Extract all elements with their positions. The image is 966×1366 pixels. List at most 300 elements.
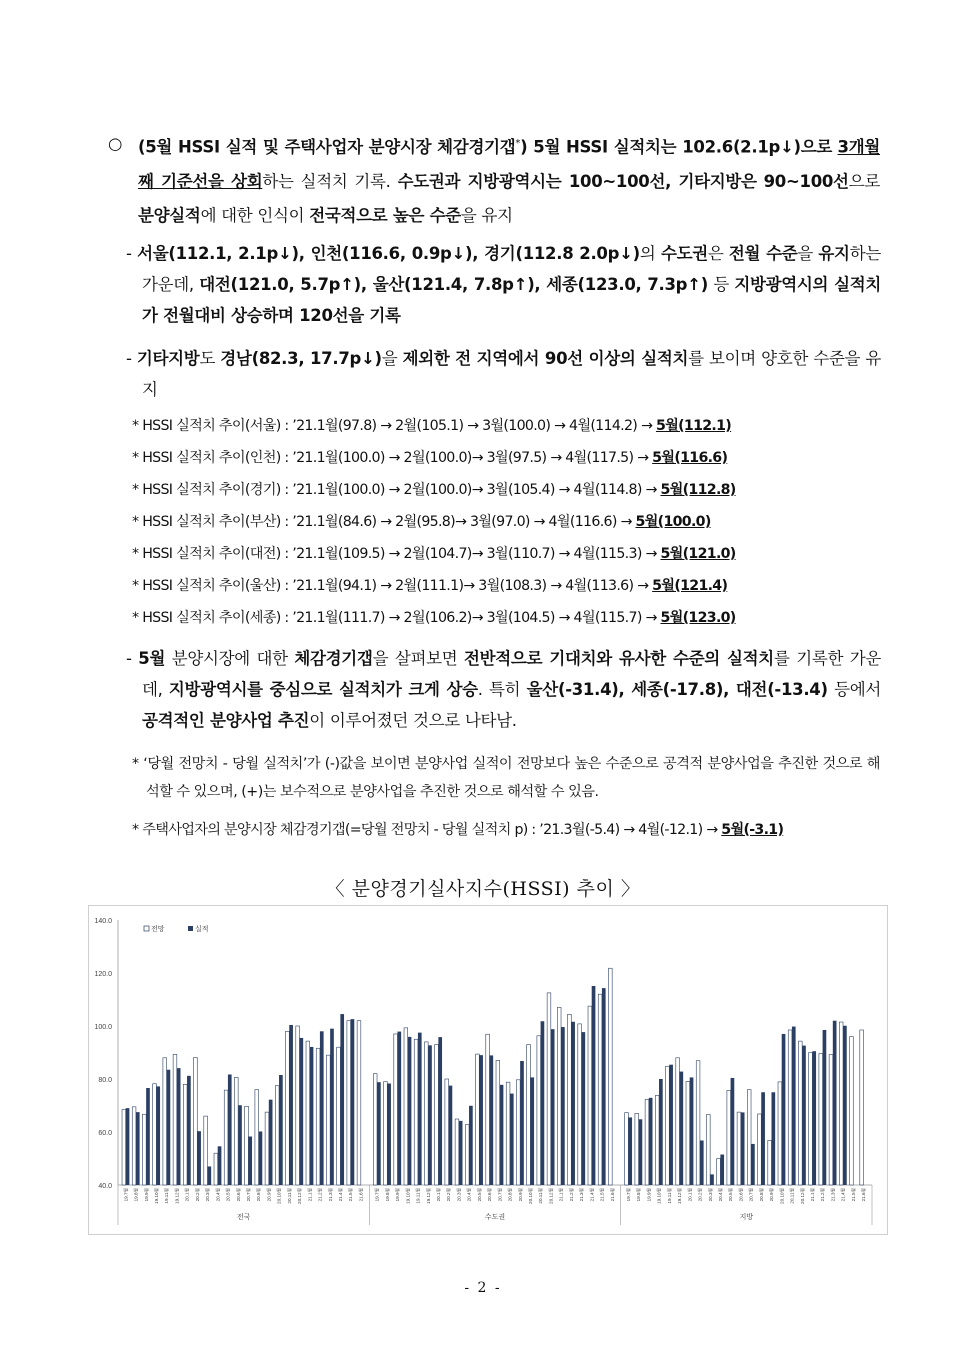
note-highlight: 5월(112.1) — [655, 418, 732, 434]
bar-실적 — [248, 1137, 252, 1185]
text-run: 기타지방 — [136, 349, 200, 368]
bar-실적 — [802, 1046, 806, 1185]
bar-전망 — [275, 1086, 279, 1185]
legend-swatch-전망 — [144, 926, 149, 931]
note-highlight: 5월(-3.1) — [721, 822, 784, 838]
bar-전망 — [414, 1039, 418, 1185]
bar-실적 — [812, 1051, 816, 1185]
x-tick-label: 20.5월 — [728, 1188, 734, 1202]
bar-실적 — [438, 1037, 442, 1185]
bar-전망 — [496, 1060, 500, 1185]
x-tick-label: 19.12월 — [677, 1188, 683, 1204]
x-tick-label: 21.1월 — [307, 1188, 313, 1202]
note-text: * 주택사업자의 분양시장 체감경기갭(=당월 전망치 - 당월 실적치 p) : ’21.3월(-5.4) → 4월(-12.1) → — [132, 822, 722, 838]
note-seoul — [132, 410, 880, 442]
x-tick-label: 20.4월 — [466, 1188, 472, 1202]
text-run: 를 보이며 양호한 수준을 유지 — [142, 349, 882, 399]
group-label: 전국 — [236, 1214, 251, 1221]
bar-실적 — [228, 1074, 232, 1185]
bar-전망 — [860, 1030, 864, 1185]
note-highlight: 5월(123.0) — [660, 610, 736, 626]
bar-전망 — [255, 1090, 259, 1185]
text-run: 수도권과 지방광역시는 100~100선, 기타지방은 — [397, 171, 757, 191]
text-run: 울산(-31.4), 세종(-17.8), 대전(-13.4) — [526, 680, 828, 699]
text-run: 을 — [797, 244, 819, 263]
note-daejeon — [132, 538, 880, 570]
note-highlight: 5월(100.0) — [635, 514, 711, 530]
x-tick-label: 20.9월 — [769, 1188, 775, 1202]
x-tick-label: 20.5월 — [476, 1188, 482, 1202]
text-run: 를 기록한 가운데, — [142, 649, 881, 699]
bar-전망 — [132, 1107, 136, 1185]
bar-전망 — [727, 1090, 731, 1185]
bar-전망 — [163, 1058, 167, 1185]
x-tick-label: 19.9월 — [646, 1188, 652, 1202]
bar-전망 — [347, 1021, 351, 1185]
bar-실적 — [561, 1027, 565, 1185]
bar-실적 — [351, 1019, 355, 1185]
bar-실적 — [146, 1088, 150, 1185]
bar-실적 — [397, 1032, 401, 1185]
x-tick-label: 21.2월 — [568, 1188, 574, 1202]
text-run: 등에서 — [827, 680, 881, 699]
bar-전망 — [337, 1047, 341, 1185]
text-run: 서울(112.1, 2.1p↓), 인천(116.6, 0.9p↓), 경기(112.8 2.0p↓) — [137, 244, 640, 263]
bar-전망 — [809, 1053, 813, 1186]
bar-전망 — [424, 1042, 428, 1185]
text-run: 지방광역시를 중심으로 실적치가 크게 상승 — [168, 680, 478, 699]
x-tick-label: 19.11월 — [415, 1188, 421, 1204]
note-text: * HSSI 실적치 추이(인천) : ’21.1월(100.0) → 2월(100.0)→ 3월(97.5) → 4월(117.5) → — [132, 450, 653, 466]
text-run: 공격적인 분양사업 추진 — [142, 711, 310, 730]
bar-전망 — [265, 1112, 269, 1185]
bar-전망 — [204, 1116, 208, 1185]
x-tick-label: 19.11월 — [666, 1188, 672, 1204]
x-tick-label: 20.8월 — [256, 1188, 262, 1202]
bar-전망 — [306, 1041, 310, 1185]
bar-실적 — [551, 1029, 555, 1185]
dash-item-other-regions — [126, 343, 881, 405]
text-run: 유지 — [818, 244, 850, 263]
text-run: 체감경기갭 — [294, 649, 373, 668]
legend-label-실적: 실적 — [195, 926, 209, 933]
x-tick-label: 20.5월 — [225, 1188, 231, 1202]
x-tick-label: 20.10월 — [779, 1188, 785, 1204]
bar-전망 — [214, 1153, 218, 1185]
bar-실적 — [408, 1037, 412, 1185]
text-run: 분양실적 — [138, 205, 201, 225]
x-tick-label: 20.2월 — [446, 1188, 452, 1202]
y-tick-label: 80.0 — [98, 1077, 112, 1084]
x-tick-label: 20.10월 — [276, 1188, 282, 1204]
bar-전망 — [578, 1024, 582, 1185]
x-tick-label: 20.12월 — [297, 1188, 303, 1204]
bar-실적 — [530, 1077, 534, 1185]
note-gap-trend — [132, 814, 880, 846]
x-tick-label: 21.1월 — [809, 1188, 815, 1202]
note-text: * HSSI 실적치 추이(대전) : ’21.1월(109.5) → 2월(104.7)→ 3월(110.7) → 4월(115.3) → — [132, 546, 661, 562]
x-tick-label: 21.6월 — [358, 1188, 364, 1202]
bar-전망 — [445, 1079, 449, 1185]
bar-전망 — [537, 1036, 541, 1185]
bar-실적 — [126, 1108, 130, 1185]
dash-item-metro — [126, 238, 881, 331]
y-tick-label: 60.0 — [98, 1130, 112, 1137]
bar-실적 — [469, 1106, 473, 1185]
bar-전망 — [183, 1084, 187, 1185]
bar-실적 — [387, 1084, 391, 1185]
x-tick-label: 21.5월 — [599, 1188, 605, 1202]
bar-실적 — [330, 1029, 334, 1185]
x-tick-label: 21.6월 — [861, 1188, 867, 1202]
bar-전망 — [798, 1041, 802, 1185]
bar-실적 — [167, 1070, 171, 1185]
x-tick-label: 21.4월 — [589, 1188, 595, 1202]
x-tick-label: 20.10월 — [527, 1188, 533, 1204]
bar-전망 — [547, 993, 551, 1185]
bar-전망 — [173, 1054, 177, 1185]
bar-실적 — [741, 1112, 745, 1185]
x-tick-label: 20.11월 — [286, 1188, 292, 1204]
bar-실적 — [833, 1021, 837, 1185]
bar-전망 — [819, 1054, 823, 1185]
bar-전망 — [588, 1006, 592, 1185]
bar-실적 — [571, 1022, 575, 1185]
bar-전망 — [435, 1045, 439, 1185]
text-run: 을 살펴보면 — [372, 649, 465, 668]
bar-실적 — [690, 1077, 694, 1185]
bar-실적 — [459, 1121, 463, 1185]
bar-전망 — [829, 1055, 833, 1185]
text-run: 하는 실적치 기록. — [262, 171, 398, 191]
x-tick-label: 20.4월 — [717, 1188, 723, 1202]
x-tick-label: 19.10월 — [656, 1188, 662, 1204]
bar-실적 — [218, 1146, 222, 1185]
bar-실적 — [377, 1082, 381, 1185]
text-run: 경남(82.3, 17.7p↓) — [220, 349, 382, 368]
text-run: - — [126, 349, 137, 368]
text-run: - — [126, 244, 138, 263]
bar-실적 — [659, 1079, 663, 1185]
x-tick-label: 21.2월 — [317, 1188, 323, 1202]
footnote-mark: * — [515, 138, 521, 149]
bar-실적 — [259, 1131, 263, 1185]
hssi-bar-chart — [88, 905, 888, 1235]
bar-전망 — [142, 1114, 146, 1185]
bar-전망 — [839, 1022, 843, 1185]
bar-실적 — [592, 986, 596, 1185]
bar-실적 — [520, 1061, 524, 1185]
x-tick-label: 21.3월 — [830, 1188, 836, 1202]
bar-전망 — [357, 1021, 361, 1185]
bar-전망 — [747, 1090, 751, 1185]
bar-실적 — [720, 1155, 724, 1185]
x-tick-label: 20.12월 — [799, 1188, 805, 1204]
bar-실적 — [761, 1092, 765, 1185]
bar-전망 — [598, 994, 602, 1185]
bar-실적 — [340, 1014, 344, 1185]
bar-전망 — [245, 1106, 249, 1185]
text-run: 90~100선 — [763, 171, 849, 191]
bar-전망 — [768, 1140, 772, 1185]
x-tick-label: 19.12월 — [174, 1188, 180, 1204]
note-text: * HSSI 실적치 추이(서울) : ’21.1월(97.8) → 2월(105.1) → 3월(100.0) → 4월(114.2) → — [132, 418, 656, 434]
bar-전망 — [686, 1081, 690, 1185]
note-text: * HSSI 실적치 추이(부산) : ’21.1월(84.6) → 2월(95.8)→ 3월(97.0) → 4월(116.6) → — [132, 514, 636, 530]
x-tick-label: 20.2월 — [194, 1188, 200, 1202]
bar-전망 — [625, 1113, 629, 1185]
legend-swatch-실적 — [188, 926, 193, 931]
text-run: 이 이루어졌던 것으로 나타남. — [309, 711, 517, 730]
y-tick-label: 100.0 — [94, 1024, 112, 1031]
x-tick-label: 20.11월 — [789, 1188, 795, 1204]
bar-실적 — [843, 1026, 847, 1185]
text-run: 지방광역시의 실적치가 전월대비 상승하며 120선을 기록 — [142, 275, 881, 325]
bar-전망 — [122, 1109, 126, 1185]
bar-전망 — [666, 1066, 670, 1185]
text-run: 하는 가운데, — [142, 244, 881, 294]
x-tick-label: 20.3월 — [205, 1188, 211, 1202]
bar-전망 — [758, 1114, 762, 1185]
bar-전망 — [224, 1090, 228, 1185]
bar-실적 — [500, 1085, 504, 1185]
bar-전망 — [557, 1007, 561, 1185]
bar-실적 — [751, 1144, 755, 1185]
x-tick-label: 21.4월 — [337, 1188, 343, 1202]
text-run: 3개월째 기준선을 상회 — [138, 137, 880, 191]
x-tick-label: 19.12월 — [425, 1188, 431, 1204]
bar-실적 — [782, 1034, 786, 1185]
x-tick-label: 21.5월 — [850, 1188, 856, 1202]
bar-실적 — [187, 1076, 191, 1185]
bar-실적 — [669, 1065, 673, 1185]
bar-전망 — [655, 1095, 659, 1185]
note-text: * HSSI 실적치 추이(세종) : ’21.1월(111.7) → 2월(106.2)→ 3월(104.5) → 4월(115.7) → — [132, 610, 661, 626]
x-tick-label: 20.7월 — [245, 1188, 251, 1202]
text-run: 수도권 — [660, 244, 708, 263]
bar-실적 — [449, 1086, 453, 1185]
page-number: - 2 - — [464, 1280, 502, 1296]
bar-전망 — [234, 1077, 238, 1185]
bar-전망 — [850, 1037, 854, 1185]
bar-전망 — [527, 1045, 531, 1185]
x-tick-label: 19.8월 — [133, 1188, 139, 1202]
note-busan — [132, 506, 880, 538]
bar-실적 — [238, 1105, 242, 1185]
x-tick-label: 20.6월 — [235, 1188, 241, 1202]
bar-실적 — [279, 1075, 283, 1185]
bar-실적 — [299, 1038, 303, 1185]
x-tick-label: 19.8월 — [636, 1188, 642, 1202]
bar-실적 — [639, 1119, 643, 1185]
bar-실적 — [628, 1117, 632, 1185]
x-tick-label: 20.1월 — [435, 1188, 441, 1202]
bar-실적 — [156, 1086, 160, 1185]
note-ulsan — [132, 570, 880, 602]
x-tick-label: 19.7월 — [123, 1188, 129, 1202]
x-tick-label: 19.7월 — [625, 1188, 631, 1202]
bar-전망 — [778, 1082, 782, 1185]
legend-label-전망: 전망 — [151, 926, 165, 933]
bar-전망 — [717, 1159, 721, 1186]
text-run: 을 유지 — [460, 205, 513, 225]
bar-실적 — [823, 1030, 827, 1185]
dash-item-sentiment-gap — [126, 643, 881, 736]
text-run: - — [126, 649, 139, 668]
bar-실적 — [510, 1094, 514, 1185]
x-tick-label: 20.1월 — [184, 1188, 190, 1202]
bar-전망 — [476, 1054, 480, 1185]
text-run: 을 — [381, 349, 403, 368]
bar-전망 — [394, 1034, 398, 1185]
bullet-circle: ○ — [108, 134, 123, 153]
x-tick-label: 19.9월 — [395, 1188, 401, 1202]
bar-실적 — [269, 1100, 273, 1185]
x-tick-label: 20.2월 — [697, 1188, 703, 1202]
text-run: ) 5월 HSSI 실적치는 102.6(2.1p↓)으로 — [520, 137, 833, 157]
text-run: 전월 수준 — [728, 244, 798, 263]
x-tick-label: 19.10월 — [153, 1188, 159, 1204]
x-tick-label: 20.9월 — [517, 1188, 523, 1202]
bar-실적 — [310, 1047, 314, 1185]
x-tick-label: 21.2월 — [820, 1188, 826, 1202]
note-highlight: 5월(121.0) — [660, 546, 736, 562]
bar-전망 — [384, 1082, 388, 1185]
bar-실적 — [541, 1021, 545, 1185]
text-run: 5월 — [138, 649, 166, 668]
x-tick-label: 20.7월 — [748, 1188, 754, 1202]
x-tick-label: 19.10월 — [405, 1188, 411, 1204]
y-tick-label: 40.0 — [98, 1183, 112, 1190]
bar-전망 — [373, 1074, 377, 1185]
note-text: * ‘당월 전망치 - 당월 실적치’가 (-)값을 보이면 분양사업 실적이 전망보다 높은 수준으로 공격적 분양사업을 추진한 것으로 해석할 수 있으며, (+)는 보수적으로 분양사업을 추진한 것으로 해석할 수 있음. — [132, 756, 880, 800]
main-paragraph — [110, 127, 880, 233]
x-tick-label: 21.4월 — [840, 1188, 846, 1202]
bar-전망 — [486, 1034, 490, 1185]
x-tick-label: 21.3월 — [579, 1188, 585, 1202]
bar-실적 — [731, 1078, 735, 1185]
bar-전망 — [404, 1028, 408, 1185]
bar-실적 — [700, 1140, 704, 1185]
bar-실적 — [479, 1055, 483, 1185]
text-run: 제외한 전 지역에서 90선 이상의 실적치 — [402, 349, 689, 368]
x-tick-label: 20.8월 — [507, 1188, 513, 1202]
note-gap-explanation — [132, 750, 880, 806]
x-tick-label: 21.5월 — [348, 1188, 354, 1202]
bar-실적 — [320, 1031, 324, 1185]
group-label: 수도권 — [484, 1214, 506, 1221]
note-gyeonggi — [132, 474, 880, 506]
bar-전망 — [696, 1061, 700, 1185]
bar-실적 — [177, 1068, 181, 1185]
x-tick-label: 20.7월 — [497, 1188, 503, 1202]
bar-실적 — [289, 1025, 293, 1185]
bar-전망 — [568, 1014, 572, 1185]
note-text: * HSSI 실적치 추이(경기) : ’21.1월(100.0) → 2월(100.0)→ 3월(105.4) → 4월(114.8) → — [132, 482, 661, 498]
text-run: 전반적으로 기대치와 유사한 수준의 실적치 — [464, 649, 774, 668]
x-tick-label: 20.3월 — [456, 1188, 462, 1202]
bar-실적 — [418, 1033, 422, 1185]
x-tick-label: 20.1월 — [687, 1188, 693, 1202]
x-tick-label: 19.7월 — [374, 1188, 380, 1202]
text-run: 의 — [639, 244, 661, 263]
bar-실적 — [197, 1131, 201, 1185]
bar-실적 — [771, 1092, 775, 1185]
bar-실적 — [649, 1098, 653, 1185]
y-tick-label: 140.0 — [94, 918, 112, 925]
text-run: 전국적으로 높은 수준 — [309, 205, 461, 225]
bar-실적 — [792, 1027, 796, 1185]
bar-전망 — [608, 968, 612, 1185]
bar-전망 — [326, 1055, 330, 1185]
x-tick-label: 19.9월 — [143, 1188, 149, 1202]
x-tick-label: 19.11월 — [164, 1188, 170, 1204]
bar-전망 — [737, 1112, 741, 1185]
bar-전망 — [465, 1125, 469, 1185]
x-tick-label: 20.6월 — [487, 1188, 493, 1202]
text-run: . 특히 — [477, 680, 527, 699]
bar-실적 — [679, 1072, 683, 1185]
x-tick-label: 20.9월 — [266, 1188, 272, 1202]
note-incheon — [132, 442, 880, 474]
text-run: 도 — [199, 349, 221, 368]
y-tick-label: 120.0 — [94, 971, 112, 978]
bar-전망 — [635, 1113, 639, 1185]
x-tick-label: 20.12월 — [548, 1188, 554, 1204]
bar-전망 — [194, 1058, 198, 1185]
bar-전망 — [153, 1084, 157, 1185]
group-label: 지방 — [739, 1214, 754, 1221]
text-run: 으로 — [848, 171, 880, 191]
text-run: 대전(121.0, 5.7p↑), 울산(121.4, 7.8p↑), 세종(123.0, 7.3p↑) — [199, 275, 708, 294]
bar-전망 — [455, 1119, 459, 1185]
bar-전망 — [516, 1080, 520, 1185]
main-paragraph-text — [138, 127, 880, 233]
bar-전망 — [296, 1026, 300, 1185]
x-tick-label: 20.6월 — [738, 1188, 744, 1202]
bar-전망 — [645, 1099, 649, 1185]
chart-title: 〈 분양경기실사지수(HSSI) 추이 〉 — [325, 878, 641, 900]
bar-실적 — [136, 1112, 140, 1185]
bar-실적 — [207, 1166, 211, 1185]
bar-전망 — [286, 1031, 290, 1185]
text-run: 은 — [707, 244, 729, 263]
x-tick-label: 19.8월 — [384, 1188, 390, 1202]
bar-전망 — [706, 1115, 710, 1185]
note-sejong — [132, 602, 880, 634]
x-tick-label: 20.11월 — [538, 1188, 544, 1204]
text-run: (5월 HSSI 실적 및 주택사업자 분양시장 체감경기갭 — [138, 137, 516, 157]
x-tick-label: 21.1월 — [558, 1188, 564, 1202]
text-run: 분양시장에 대한 — [165, 649, 295, 668]
x-tick-label: 21.6월 — [609, 1188, 615, 1202]
bar-전망 — [676, 1058, 680, 1185]
x-tick-label: 21.3월 — [327, 1188, 333, 1202]
text-run: 등 — [707, 275, 735, 294]
x-tick-label: 20.3월 — [707, 1188, 713, 1202]
bar-실적 — [602, 988, 606, 1185]
bar-전망 — [316, 1048, 320, 1185]
bar-실적 — [489, 1055, 493, 1185]
note-highlight: 5월(112.8) — [660, 482, 736, 498]
x-tick-label: 20.8월 — [758, 1188, 764, 1202]
bar-실적 — [710, 1174, 714, 1185]
note-highlight: 5월(121.4) — [652, 578, 728, 594]
text-run: 에 대한 인식이 — [200, 205, 310, 225]
bar-전망 — [788, 1030, 792, 1185]
note-highlight: 5월(116.6) — [652, 450, 728, 466]
bar-실적 — [581, 1032, 585, 1185]
